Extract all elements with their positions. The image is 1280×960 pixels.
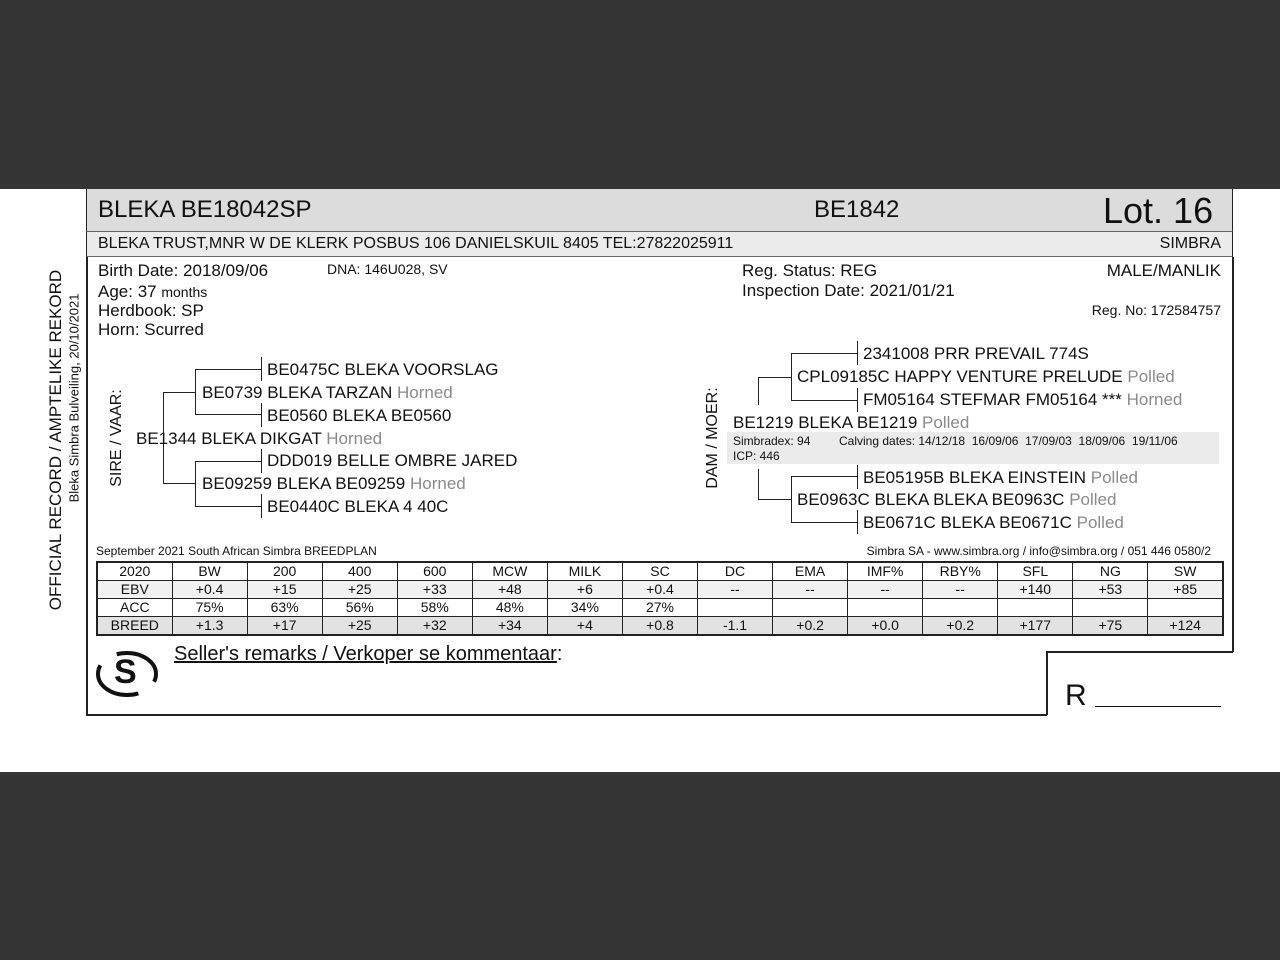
breedplan-cell: +6	[547, 581, 622, 599]
breedplan-cell: +0.4	[172, 581, 247, 599]
calving-dates: Calving dates: 14/12/18 16/09/06 17/09/03 18/09/06 19/11/06	[839, 434, 1178, 448]
breedplan-cell	[848, 599, 923, 617]
breedplan-cell: +0.8	[622, 617, 697, 636]
breedplan-cell: ACC	[97, 599, 172, 617]
dam-label: DAM / MOER:	[704, 387, 721, 489]
breedplan-cell: +177	[998, 617, 1073, 636]
breedplan-header-cell: SC	[622, 562, 697, 581]
reg-number: Reg. No: 172584757	[1091, 302, 1221, 318]
breedplan-header-cell: 200	[247, 562, 322, 581]
ds-bracket	[791, 353, 792, 401]
seller-remarks-label: Seller's remarks / Verkoper se kommentaar:	[174, 643, 563, 665]
sire-label: SIRE / VAAR:	[108, 389, 125, 487]
breedplan-cell: 34%	[547, 599, 622, 617]
frame-price-top	[1046, 651, 1233, 653]
breedplan-cell: --	[698, 581, 773, 599]
breedplan-cell	[923, 599, 998, 617]
price-input-line[interactable]	[1095, 706, 1221, 707]
herdbook: Herdbook: SP	[98, 301, 204, 320]
price-prefix: R	[1065, 679, 1087, 712]
sire-dam-dam: BE0440C BLEKA 4 40C	[267, 497, 449, 516]
dam-sire-dam: FM05164 STEFMAR FM05164 *** Horned	[863, 390, 1183, 409]
sire-dam-sire: DDD019 BELLE OMBRE JARED	[267, 451, 518, 470]
breedplan-row	[97, 617, 1223, 636]
breedplan-cell: +15	[247, 581, 322, 599]
inspection-date: Inspection Date: 2021/01/21	[742, 281, 955, 300]
breed-name: SIMBRA	[1159, 235, 1221, 252]
breedplan-cell	[1148, 599, 1223, 617]
lot-number: Lot. 16	[1103, 190, 1214, 231]
frame-bottom	[86, 714, 1047, 716]
breedplan-cell: 56%	[322, 599, 397, 617]
breedplan-cell: +25	[322, 581, 397, 599]
breedplan-cell: +25	[322, 617, 397, 636]
lot-card-sheet	[0, 189, 1280, 772]
dd-bracket	[791, 476, 792, 523]
breedplan-cell: BREED	[97, 617, 172, 636]
animal-name: BLEKA BE18042SP	[98, 196, 312, 223]
dam-sire: CPL09185C HAPPY VENTURE PRELUDE Polled	[797, 367, 1175, 386]
breedplan-header-cell: SW	[1148, 562, 1223, 581]
breedplan-header-cell: 400	[322, 562, 397, 581]
sire-sire-sire: BE0475C BLEKA VOORSLAG	[267, 360, 499, 379]
breedplan-cell	[698, 599, 773, 617]
breedplan-cell: 48%	[472, 599, 547, 617]
dam-dam-sire: BE05195B BLEKA EINSTEIN Polled	[863, 468, 1139, 487]
dam-sire-sire: 2341008 PRR PREVAIL 774S	[863, 344, 1089, 363]
breedplan-cell: +0.4	[622, 581, 697, 599]
breedplan-header-cell: 2020	[97, 562, 172, 581]
breedplan-header-cell: SFL	[998, 562, 1073, 581]
dam-dam-dam: BE0671C BLEKA BE0671C Polled	[863, 513, 1124, 532]
breedplan-cell: --	[923, 581, 998, 599]
breedplan-row	[97, 581, 1223, 599]
dam-bracket-bottom	[758, 469, 759, 499]
frame-price-left	[1046, 651, 1048, 715]
dam-name: BE1219 BLEKA BE1219 Polled	[733, 413, 970, 432]
breedplan-header-cell: MILK	[547, 562, 622, 581]
sire-dam: BE09259 BLEKA BE09259 Horned	[202, 474, 466, 493]
breedplan-header-cell: 600	[397, 562, 472, 581]
breedplan-cell: 63%	[247, 599, 322, 617]
breedplan-cell: +53	[1073, 581, 1148, 599]
breedplan-cell: +33	[397, 581, 472, 599]
icp: ICP: 446	[733, 449, 780, 463]
breedplan-row	[97, 599, 1223, 617]
owner-address: BLEKA TRUST,MNR W DE KLERK POSBUS 106 DANIELSKUIL 8405 TEL:27822025911	[98, 235, 734, 252]
breedplan-cell: --	[848, 581, 923, 599]
breedplan-cell: +17	[247, 617, 322, 636]
breedplan-header-cell: MCW	[472, 562, 547, 581]
sire-name: BE1344 BLEKA DIKGAT Horned	[136, 429, 383, 448]
breedplan-cell: 58%	[397, 599, 472, 617]
breedplan-cell: -1.1	[698, 617, 773, 636]
dna-info: DNA: 146U028, SV	[327, 261, 448, 277]
breedplan-table	[96, 561, 1224, 636]
breedplan-header-row	[97, 562, 1223, 581]
frame-right	[1232, 257, 1234, 652]
breedplan-cell	[773, 599, 848, 617]
breedplan-cell: +1.3	[172, 617, 247, 636]
breedplan-header-cell: RBY%	[923, 562, 998, 581]
sex: MALE/MANLIK	[1106, 261, 1221, 280]
horn-status: Horn: Scurred	[98, 320, 204, 339]
breedplan-title: September 2021 South African Simbra BREEDPLAN	[96, 544, 377, 558]
frame-left	[86, 257, 88, 715]
reg-status: Reg. Status: REG	[742, 261, 878, 280]
simbradex: Simbradex: 94	[733, 434, 811, 448]
breedplan-header-cell: BW	[172, 562, 247, 581]
breedplan-header-cell: EMA	[773, 562, 848, 581]
breedplan-cell: +0.2	[923, 617, 998, 636]
breedplan-cell	[998, 599, 1073, 617]
animal-code: BE1842	[814, 196, 900, 223]
auction-event-label: Bleka Simbra Bulveiling, 20/10/2021	[66, 293, 82, 503]
dam-dam: BE0963C BLEKA BLEKA BE0963C Polled	[797, 490, 1117, 509]
breedplan-header-cell: IMF%	[848, 562, 923, 581]
ss-bracket	[195, 369, 196, 415]
simbra-logo	[96, 649, 156, 697]
logo-letter: S	[114, 653, 137, 691]
breedplan-cell: +85	[1148, 581, 1223, 599]
sire-sire: BE0739 BLEKA TARZAN Horned	[202, 383, 453, 402]
breedplan-header-cell: DC	[698, 562, 773, 581]
breedplan-cell: 75%	[172, 599, 247, 617]
breedplan-cell: +140	[998, 581, 1073, 599]
sire-sire-dam: BE0560 BLEKA BE0560	[267, 406, 452, 425]
breedplan-cell: +48	[472, 581, 547, 599]
dam-bracket-top	[758, 377, 759, 405]
breedplan-cell: +124	[1148, 617, 1223, 636]
breedplan-header-cell: NG	[1073, 562, 1148, 581]
sd-bracket	[195, 461, 196, 507]
breedplan-cell: +4	[547, 617, 622, 636]
breedplan-cell	[1073, 599, 1148, 617]
breedplan-contact: Simbra SA - www.simbra.org / info@simbra.org / 051 446 0580/2	[866, 544, 1211, 558]
breedplan-cell: EBV	[97, 581, 172, 599]
breedplan-cell: --	[773, 581, 848, 599]
breedplan-cell: 27%	[622, 599, 697, 617]
birth-date: Birth Date: 2018/09/06	[98, 261, 269, 280]
breedplan-cell: +75	[1073, 617, 1148, 636]
breedplan-cell: +0.2	[773, 617, 848, 636]
breedplan-cell: +0.0	[848, 617, 923, 636]
breedplan-cell: +34	[472, 617, 547, 636]
age: Age: 37 months	[98, 282, 208, 301]
breedplan-cell: +32	[397, 617, 472, 636]
official-record-label: OFFICIAL RECORD / AMPTELIKE REKORD	[46, 269, 65, 611]
